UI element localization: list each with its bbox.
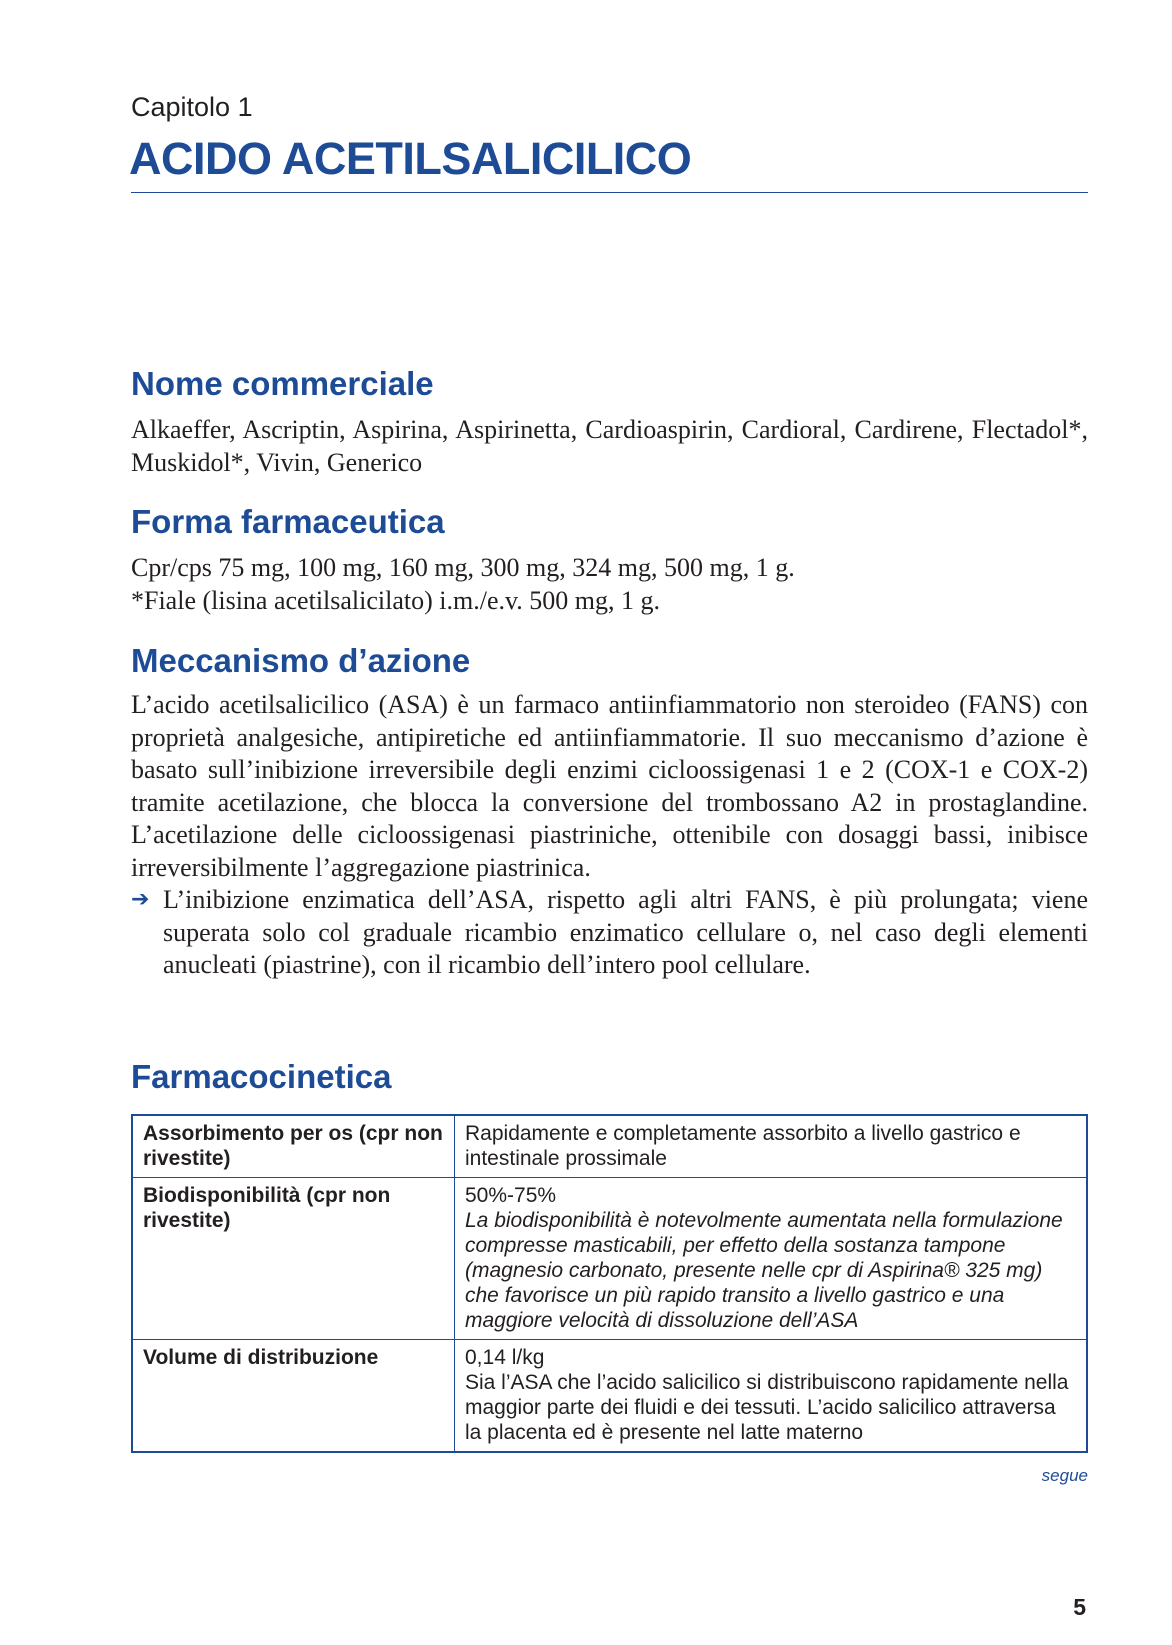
heading-farmacocinetica: Farmacocinetica xyxy=(131,1058,392,1095)
table-value xyxy=(455,1115,1088,1178)
table-row xyxy=(132,1340,1087,1453)
mechanism-bullet-text: L’inibizione enzimatica dell’ASA, rispetto agli altri FANS, è più prolungata; viene superata solo col graduale ricambio enzimatico cellulare o, nel caso degli elementi anucleati (piastrine), con il ricambio dell’intero pool cellulare. xyxy=(163,885,1088,979)
value-text: Rapidamente e completamente assorbito a livello gastrico e intestinale prossimale xyxy=(465,1122,1021,1170)
arrow-right-icon: ➔ xyxy=(131,887,150,912)
mechanism-paragraph: L’acido acetilsalicilico (ASA) è un farmaco antiinfiammatorio non steroideo (FANS) con proprietà analgesiche, antipiretiche ed antiinfiammatorie. Il suo meccanismo d’azione è basato sull’inibizione irreversibile degli enzimi cicloossigenasi 1 e 2 (COX-1 e COX-2) tramite acetilazione, che blocca la conversione del trombossano A2 in prostaglandine. L’acetilazione delle cicloossigenasi piastriniche, ottenibile con dosaggi bassi, inibisce irreversibilmente l’aggregazione piastrinica. xyxy=(131,690,1088,882)
meccanismo-text xyxy=(131,689,1088,982)
page-title: ACIDO ACETILSALICILICO xyxy=(129,133,692,184)
table-key: Biodisponibilità (cpr non rivestite) xyxy=(132,1178,455,1340)
value-note-text: La biodisponibilità è notevolmente aumentata nella formulazione compresse masticabili, per effetto della sostanza tampone (magnesio carbonato, presente nelle cpr di Aspirina® 325 mg) che favorisce un più rapido transito a livello gastrico e una maggiore velocità di dissoluzione dell’ASA xyxy=(465,1209,1063,1332)
value-note xyxy=(465,1208,1076,1333)
value-text: 0,14 l/kg xyxy=(465,1346,545,1369)
dosage-line-2: *Fiale (lisina acetilsalicilato) i.m./e.v. 500 mg, 1 g. xyxy=(131,585,661,615)
nome-commerciale-text xyxy=(131,414,1088,479)
page-number: 5 xyxy=(1073,1594,1086,1620)
heading-forma-farmaceutica: Forma farmaceutica xyxy=(131,503,445,540)
heading-meccanismo: Meccanismo d’azione xyxy=(131,642,471,679)
heading-nome-commerciale: Nome commerciale xyxy=(131,365,434,402)
title-divider xyxy=(131,192,1088,193)
table-key: Assorbimento per os (cpr non rivestite) xyxy=(132,1115,455,1178)
pharmacokinetics-table xyxy=(131,1114,1088,1453)
continued-label: segue xyxy=(1041,1466,1088,1485)
trade-names: Alkaeffer, Ascriptin, Aspirina, Aspirinetta, Cardioaspirin, Cardioral, Cardirene, Flectadol*, Muskidol*, Vivin, Generico xyxy=(131,415,1088,477)
value-text: 50%-75% xyxy=(465,1184,557,1207)
chapter-label: Capitolo 1 xyxy=(131,92,253,122)
value-note: Sia l’ASA che l’acido salicilico si distribuiscono rapidamente nella maggior parte dei fluidi e dei tessuti. L’acido salicilico attraversa la placenta ed è presente nel latte materno xyxy=(465,1371,1069,1444)
table-value xyxy=(455,1340,1088,1453)
table-value xyxy=(455,1178,1088,1340)
table-row xyxy=(132,1178,1087,1340)
table-key: Volume di distribuzione xyxy=(132,1340,455,1453)
dosage-line-1: Cpr/cps 75 mg, 100 mg, 160 mg, 300 mg, 324 mg, 500 mg, 1 g. xyxy=(131,553,795,582)
forma-farmaceutica-text xyxy=(131,552,1088,617)
table-row xyxy=(132,1115,1087,1178)
mechanism-bullet xyxy=(131,884,1088,982)
